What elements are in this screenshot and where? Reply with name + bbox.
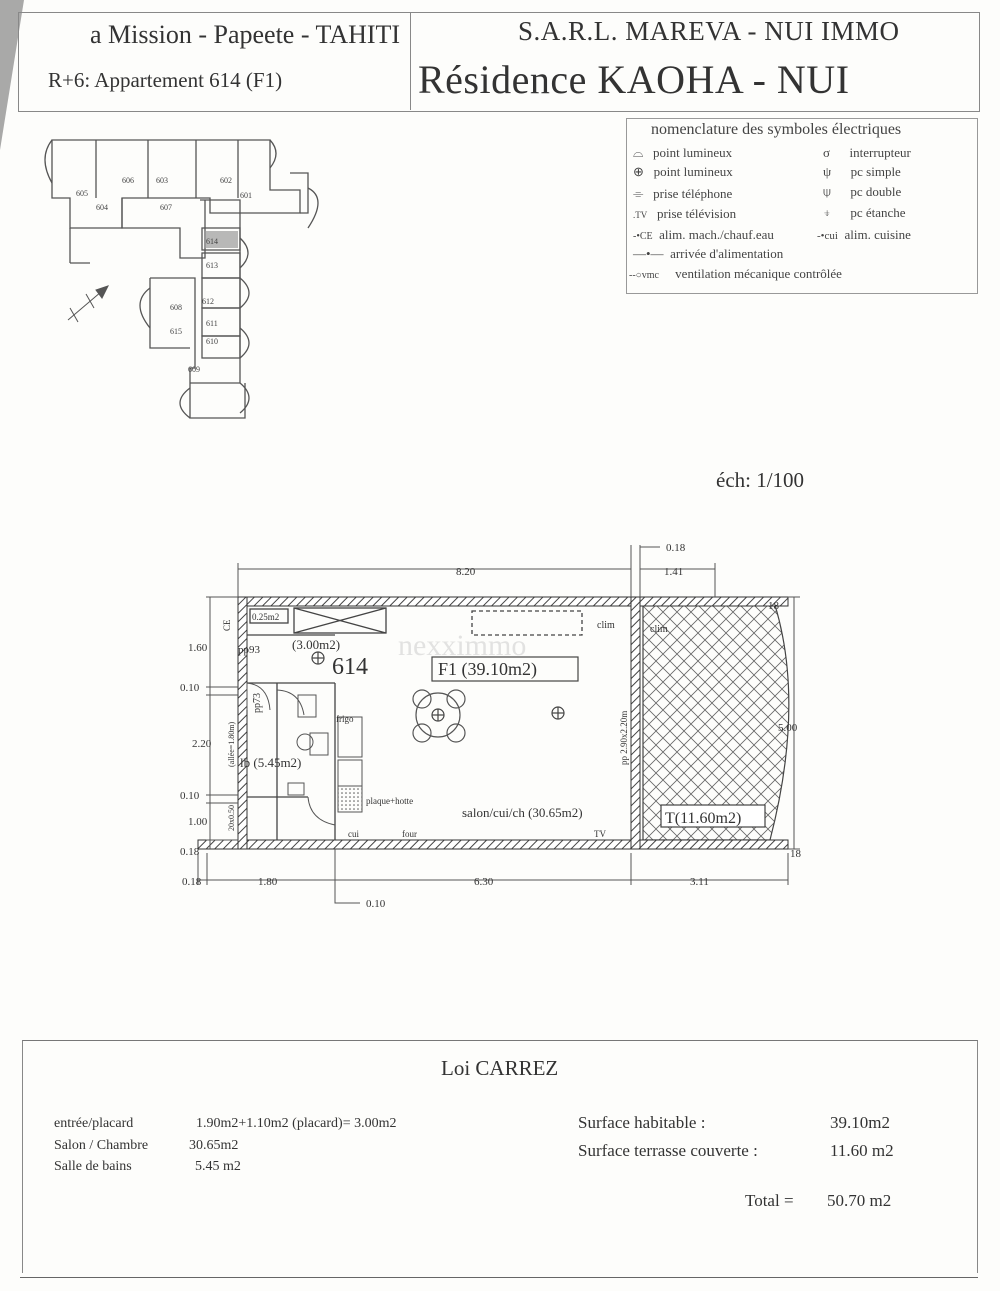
bathroom-label: lb (5.45m2) bbox=[240, 755, 302, 770]
switch-icon: σ bbox=[823, 145, 831, 160]
ce-socket-label: CE bbox=[222, 619, 232, 631]
legend-item: —•— arrivée d'alimentation bbox=[633, 246, 784, 261]
habitable-label: Surface habitable : bbox=[578, 1113, 706, 1132]
dimension-label: 5.00 bbox=[778, 722, 798, 734]
kitchen-supply-icon: -•cui bbox=[817, 230, 838, 242]
supply-arrow-icon: —•— bbox=[633, 246, 664, 261]
svg-text:602: 602 bbox=[220, 176, 232, 185]
loi-row-value: 30.65m2 bbox=[189, 1138, 239, 1153]
svg-text:608: 608 bbox=[170, 303, 182, 312]
svg-text:609: 609 bbox=[188, 365, 200, 374]
loi-row-value: 1.90m2+1.10m2 (placard)= 3.00m2 bbox=[196, 1116, 397, 1131]
north-arrow-icon bbox=[68, 286, 108, 322]
door-label: pp93 bbox=[238, 644, 260, 656]
svg-text:604: 604 bbox=[96, 203, 108, 212]
legend-item: ⍦ pc double bbox=[823, 184, 902, 199]
loi-row-label: entrée/placard bbox=[54, 1116, 134, 1131]
svg-text:612: 612 bbox=[202, 297, 214, 306]
terrace-area-label: T(11.60m2) bbox=[665, 810, 742, 827]
svg-text:610: 610 bbox=[206, 337, 218, 346]
scale-label: éch: 1/100 bbox=[716, 468, 805, 492]
svg-text:603: 603 bbox=[156, 176, 168, 185]
loi-row-label: Salle de bains bbox=[54, 1159, 132, 1174]
loi-row-label: Salon / Chambre bbox=[54, 1138, 149, 1153]
door-size-label: 20x0.50 bbox=[227, 805, 236, 831]
dimension-label: 8.20 bbox=[456, 566, 476, 578]
living-area-label: salon/cui/ch (30.65m2) bbox=[462, 805, 583, 820]
dimension-label: 1.00 bbox=[188, 816, 208, 828]
terrace-value: 11.60 m2 bbox=[830, 1141, 894, 1160]
light-point-cross-icon: ⊕ bbox=[633, 164, 644, 179]
simple-socket-icon: ψ bbox=[823, 164, 832, 179]
loi-row-value: 5.45 m2 bbox=[195, 1159, 241, 1174]
title-block-divider bbox=[410, 12, 411, 110]
location-text: a Mission - Papeete - TAHITI bbox=[90, 20, 401, 49]
dimension-label: 0.10 bbox=[180, 682, 200, 694]
company-name: S.A.R.L. MAREVA - NUI IMMO bbox=[518, 16, 900, 46]
dimension-label: 2.20 bbox=[192, 738, 212, 750]
residence-title: Résidence KAOHA - NUI bbox=[418, 57, 850, 102]
svg-text:606: 606 bbox=[122, 176, 134, 185]
legend-item: ⊕ point lumineux bbox=[633, 164, 733, 179]
ac-label: clim bbox=[597, 620, 615, 631]
tv-socket-icon: .TV bbox=[633, 210, 648, 220]
total-label: Total = bbox=[745, 1191, 794, 1210]
left-wall bbox=[238, 597, 247, 849]
svg-text:601: 601 bbox=[240, 191, 252, 200]
small-area-label: 0.25m2 bbox=[252, 612, 280, 622]
fridge-label: frigo bbox=[336, 714, 354, 724]
door-size-label: pp 2.90x2.20m bbox=[619, 710, 629, 765]
total-value: 50.70 m2 bbox=[827, 1191, 892, 1210]
waterproof-socket-icon: ⍖ bbox=[823, 205, 831, 220]
unit-number: 614 bbox=[332, 654, 368, 680]
vmc-icon: --○vmc bbox=[629, 270, 659, 281]
top-wall bbox=[238, 597, 788, 606]
watermark: nexximmo bbox=[398, 629, 527, 662]
kitchen-supply-label: cui bbox=[348, 829, 359, 839]
dimension-label: 0.18 bbox=[182, 876, 202, 888]
alcove-label: (allée=1.80m) bbox=[227, 721, 236, 767]
oven-label: four bbox=[402, 829, 417, 839]
legend-item: ⌓ point lumineux bbox=[633, 145, 733, 160]
svg-text:607: 607 bbox=[160, 203, 172, 212]
dimension-label: 3.11 bbox=[690, 876, 709, 888]
dimension-label: 18 bbox=[768, 600, 779, 612]
dimension-label: 1.41 bbox=[664, 566, 684, 578]
footer-line bbox=[20, 1277, 978, 1278]
phone-socket-icon: ⌯ bbox=[633, 186, 644, 201]
ac-label: clim bbox=[650, 624, 668, 635]
dimension-label: 18 bbox=[790, 848, 801, 860]
dimension-label: 1.60 bbox=[188, 642, 208, 654]
legend-item: .TV prise télévision bbox=[633, 206, 737, 221]
legend-item: -•cui alim. cuisine bbox=[817, 227, 911, 242]
dimension-label: 0.10 bbox=[366, 898, 386, 910]
dimension-label: 1.80 bbox=[258, 876, 278, 888]
svg-text:615: 615 bbox=[170, 327, 182, 336]
dimension-label: 6.30 bbox=[474, 876, 494, 888]
tv-socket-label: TV bbox=[594, 829, 606, 839]
double-socket-icon: ⍦ bbox=[823, 184, 831, 199]
legend-item: σ interrupteur bbox=[823, 145, 911, 160]
apartment-area-label: F1 (39.10m2) bbox=[438, 659, 537, 679]
legend-box bbox=[626, 118, 978, 294]
legend-item: -•CE alim. mach./chauf.eau bbox=[633, 227, 774, 242]
svg-text:605: 605 bbox=[76, 189, 88, 198]
habitable-value: 39.10m2 bbox=[830, 1113, 890, 1132]
legend-item: ⍖ pc étanche bbox=[823, 205, 906, 220]
door-label: pp73 bbox=[252, 693, 263, 713]
dining-table-icon bbox=[413, 690, 465, 742]
apartment-text: R+6: Appartement 614 (F1) bbox=[48, 68, 283, 92]
hob-label: plaque+hotte bbox=[366, 796, 414, 806]
legend-item: --○vmc ventilation mécanique contrôlée bbox=[629, 266, 842, 281]
legend-title: nomenclature des symboles électriques bbox=[651, 121, 902, 138]
ce-socket-icon: -•CE bbox=[633, 231, 653, 242]
dimension-label: 0.18 bbox=[180, 846, 200, 858]
entry-area-label: (3.00m2) bbox=[292, 637, 341, 652]
terrace-label: Surface terrasse couverte : bbox=[578, 1141, 758, 1160]
building-key-plan bbox=[30, 128, 330, 428]
legend-item: ⌯ prise téléphone bbox=[633, 186, 733, 201]
svg-text:613: 613 bbox=[206, 261, 218, 270]
loi-title: Loi CARREZ bbox=[441, 1056, 559, 1080]
legend-item: ψ pc simple bbox=[823, 164, 901, 179]
svg-text:614: 614 bbox=[206, 237, 218, 246]
terrace-wall bbox=[631, 597, 640, 849]
light-point-icon: ⌓ bbox=[633, 145, 644, 160]
bottom-wall bbox=[198, 840, 788, 849]
dimension-label: 0.18 bbox=[666, 542, 686, 554]
dimension-label: 0.10 bbox=[180, 790, 200, 802]
floor-plan bbox=[180, 535, 820, 915]
svg-text:611: 611 bbox=[206, 319, 218, 328]
